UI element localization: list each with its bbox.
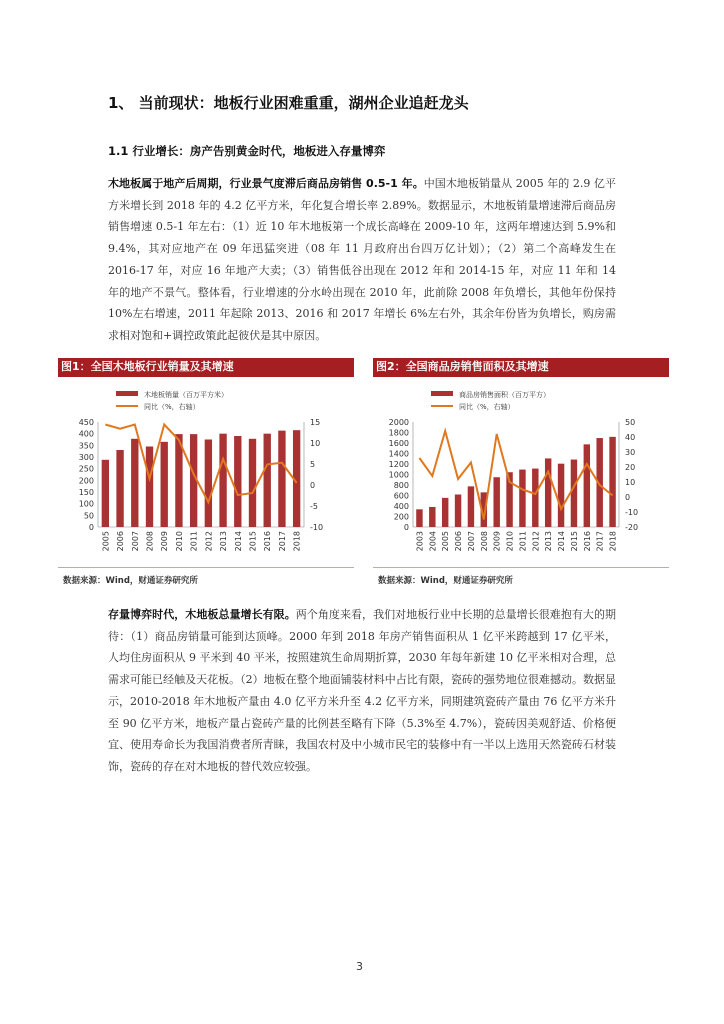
bar xyxy=(609,437,615,527)
x-tick-label: 2017 xyxy=(595,531,605,552)
x-tick-label: 2010 xyxy=(174,531,184,552)
y-right-tick-label: 10 xyxy=(625,478,636,487)
bar xyxy=(131,439,138,527)
x-tick-label: 2010 xyxy=(505,531,515,552)
x-tick-label: 2005 xyxy=(441,531,451,552)
y-right-tick-label: 50 xyxy=(625,418,636,427)
page-number: 3 xyxy=(356,960,363,973)
y-right-tick-label: 15 xyxy=(310,418,321,427)
y-right-tick-label: -10 xyxy=(625,508,639,517)
x-tick-label: 2013 xyxy=(219,531,229,552)
x-tick-label: 2017 xyxy=(277,531,287,552)
x-tick-label: 2007 xyxy=(466,531,476,552)
x-tick-label: 2003 xyxy=(415,531,425,552)
y-left-tick-label: 400 xyxy=(78,429,94,439)
x-tick-label: 2008 xyxy=(145,531,155,552)
chart-housing-sales-area xyxy=(373,378,669,566)
x-tick-label: 2016 xyxy=(582,531,592,552)
paragraph-2-lead: 存量博弈时代，木地板总量增长有限。 xyxy=(108,608,296,621)
chart-wood-floor-sales xyxy=(58,378,354,566)
figure-2-rule xyxy=(373,376,669,377)
bar xyxy=(234,436,241,527)
bar xyxy=(429,507,435,527)
x-tick-label: 2014 xyxy=(233,531,243,552)
bar xyxy=(519,470,525,527)
bar xyxy=(264,434,271,527)
x-tick-label: 2009 xyxy=(492,531,502,552)
y-right-tick-label: 10 xyxy=(310,439,321,448)
figure-2-header: 图2：全国商品房销售面积及其增速 xyxy=(373,358,669,376)
x-tick-label: 2005 xyxy=(101,531,111,552)
bar xyxy=(219,434,226,527)
y-left-tick-label: 50 xyxy=(83,511,94,521)
y-left-tick-label: 400 xyxy=(393,502,409,511)
y-left-tick-label: 200 xyxy=(393,512,409,522)
bar xyxy=(116,450,123,527)
x-tick-label: 2018 xyxy=(608,531,618,552)
x-tick-label: 2015 xyxy=(248,531,258,552)
x-tick-label: 2018 xyxy=(292,531,302,552)
y-right-tick-label: 0 xyxy=(310,481,316,490)
x-tick-label: 2009 xyxy=(160,531,170,552)
y-left-tick-label: 350 xyxy=(78,441,94,451)
figure-1-bottom-rule xyxy=(58,567,354,568)
bar xyxy=(161,442,168,527)
bar xyxy=(571,460,577,527)
y-right-tick-label: -20 xyxy=(625,523,639,532)
x-tick-label: 2006 xyxy=(116,531,126,552)
y-right-tick-label: 20 xyxy=(625,463,636,472)
bar xyxy=(558,464,564,527)
x-tick-label: 2014 xyxy=(557,531,567,552)
y-left-tick-label: 100 xyxy=(78,499,94,509)
subsection-title: 1.1 行业增长：房产告别黄金时代，地板进入存量博弈 xyxy=(108,144,386,158)
bar xyxy=(442,498,448,527)
bar xyxy=(416,509,422,527)
y-left-tick-label: 150 xyxy=(78,488,94,497)
paragraph-1-lead: 木地板属于地产后周期，行业景气度滞后商品房销售 0.5-1 年。 xyxy=(108,177,424,190)
legend-bar-swatch xyxy=(116,391,138,396)
x-tick-label: 2012 xyxy=(204,531,214,552)
x-tick-label: 2011 xyxy=(518,531,528,552)
y-left-tick-label: 1200 xyxy=(388,460,409,469)
y-left-tick-label: 1000 xyxy=(388,470,409,480)
x-tick-label: 2013 xyxy=(544,531,554,552)
legend-bar-label: 商品房销售面积（百万平方） xyxy=(459,391,550,399)
y-left-tick-label: 0 xyxy=(403,523,409,532)
y-right-tick-label: 40 xyxy=(625,433,636,442)
y-left-tick-label: 1400 xyxy=(388,449,409,459)
x-tick-label: 2011 xyxy=(189,531,199,552)
y-right-tick-label: 5 xyxy=(310,460,316,469)
paragraph-2 xyxy=(108,604,616,778)
y-left-tick-label: 800 xyxy=(393,481,409,490)
legend-line-label: 同比（%，右轴） xyxy=(459,403,515,411)
y-right-tick-label: -5 xyxy=(310,502,318,511)
x-tick-label: 2007 xyxy=(130,531,140,552)
figure-2-bottom-rule xyxy=(373,567,669,568)
legend-line-label: 同比（%，右轴） xyxy=(144,403,200,411)
y-right-tick-label: 0 xyxy=(625,493,631,502)
bar xyxy=(468,486,474,527)
y-left-tick-label: 2000 xyxy=(388,418,409,427)
y-left-tick-label: 1800 xyxy=(388,428,409,438)
y-left-tick-label: 0 xyxy=(88,523,94,532)
x-tick-label: 2015 xyxy=(569,531,579,552)
bar xyxy=(584,444,590,527)
bar xyxy=(146,447,153,528)
x-tick-label: 2006 xyxy=(454,531,464,552)
section-title: 1、 当前现状：地板行业困难重重，湖州企业追赶龙头 xyxy=(108,94,469,112)
paragraph-1 xyxy=(108,173,616,347)
figure-2-source: 数据来源：Wind，财通证券研究所 xyxy=(378,576,513,586)
y-left-tick-label: 200 xyxy=(78,476,94,486)
bar xyxy=(278,431,285,527)
bar xyxy=(455,495,461,527)
figure-1-header: 图1：全国木地板行业销量及其增速 xyxy=(58,358,354,376)
y-left-tick-label: 450 xyxy=(78,418,94,427)
bar xyxy=(532,469,538,527)
y-right-tick-label: -10 xyxy=(310,523,324,532)
paragraph-2-body: 两个角度来看，我们对地板行业中长期的总量增长很难抱有大的期待：（1）商品房销量可能到达顶峰。2000 年到 2018 年房产销售面积从 1 亿平米跨越到 17 亿平米，人均住房面积从 9 平米到 40 平米，按照建筑生命周期折算，2030 年每年新建 10 亿平米相对合理，总需求可能已经触及天花板。（2）地板在整个地面铺装材料中占比有限，瓷砖的强势地位很难撼动。数据显示，2010-2018 年木地板产量由 4.0 亿平方米升至 4.2 亿平方米，同期建筑瓷砖产量由 76 亿平方米升至 90 亿平方米，地板产量占瓷砖产量的比例甚至略有下降（5.3%至 4.7%），瓷砖因美观舒适、价格便宜、使用寿命长为我国消费者所青睐，我国农村及中小城市民宅的装修中有一半以上选用天然瓷砖石材装饰，瓷砖的存在对木地板的替代效应较强。 xyxy=(108,608,617,773)
x-tick-label: 2016 xyxy=(263,531,273,552)
figure-1-rule xyxy=(58,376,354,377)
figure-1-source: 数据来源：Wind，财通证券研究所 xyxy=(63,576,198,586)
bar xyxy=(545,458,551,527)
legend-bar-swatch xyxy=(431,391,453,396)
x-tick-label: 2004 xyxy=(428,531,438,552)
y-left-tick-label: 300 xyxy=(78,453,94,462)
legend-bar-label: 木地板销量（百万平方米） xyxy=(144,391,228,399)
bar xyxy=(102,460,109,527)
y-left-tick-label: 600 xyxy=(393,491,409,501)
x-tick-label: 2008 xyxy=(479,531,489,552)
y-left-tick-label: 1600 xyxy=(388,439,409,448)
x-tick-label: 2012 xyxy=(531,531,541,552)
y-right-tick-label: 30 xyxy=(625,448,636,457)
bar xyxy=(493,477,499,527)
y-left-tick-label: 250 xyxy=(78,464,94,474)
paragraph-1-body: 中国木地板销量从 2005 年的 2.9 亿平方米增长到 2018 年的 4.2 亿平方米，年化复合增长率 2.89%。数据显示，木地板销量增速滞后商品房销售增速 0.5-1 年左右：（1）近 10 年木地板第一个成长高峰在 2009-10 年，这两年增速达到 5.9%和 9.4%，其对应地产在 09 年迅猛突进（08 年 11 月政府出台四万亿计划）；（2）第二个高峰发生在 2016-17 年，对应 16 年地产大卖；（3）销售低谷出现在 2012 年和 2014-15 年，对应 11 年和 14 年的地产不景气。整体看，行业增速的分水岭出现在 2010 年，此前除 2008 年负增长，其他年份保持 10%左右增速，2011 年起除 2013、2016 和 2017 年增长 6%左右外，其余年份皆为负增长，购房需求相对饱和+调控政策此起彼伏是其中原因。 xyxy=(108,177,616,342)
bar xyxy=(249,439,256,527)
bar xyxy=(205,440,212,528)
